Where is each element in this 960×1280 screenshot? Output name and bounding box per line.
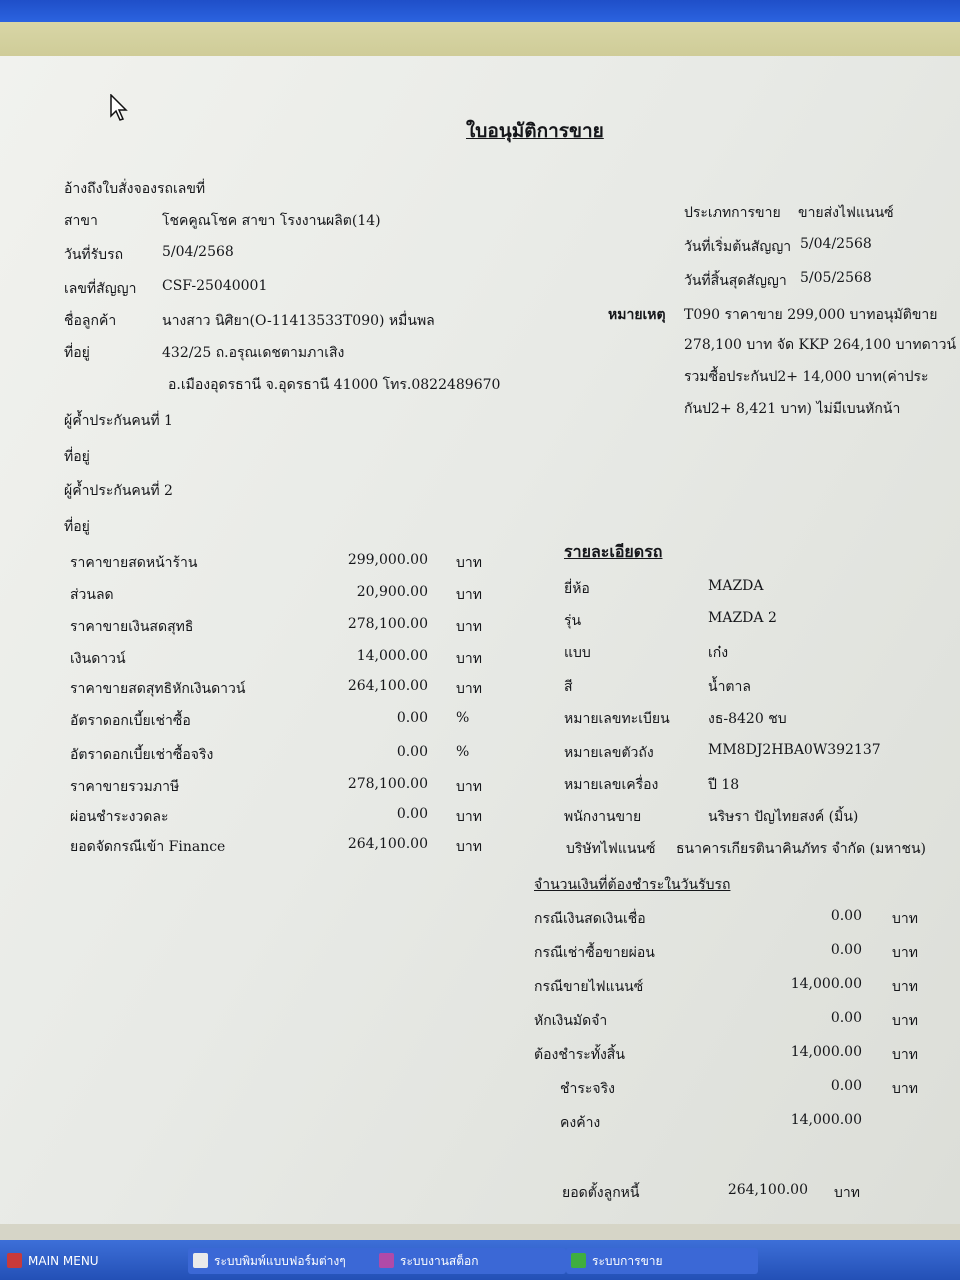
contract-end-label: วันที่สิ้นสุดสัญญา bbox=[684, 273, 787, 289]
remark-label: หมายเหตุ bbox=[608, 307, 666, 323]
price-row-amount: 0.00 bbox=[396, 710, 428, 726]
taskbar-print-forms[interactable] bbox=[188, 1248, 380, 1274]
price-row-amount: 299,000.00 bbox=[347, 552, 428, 568]
window-bottom-edge bbox=[0, 1224, 960, 1240]
price-row-unit: บาท bbox=[456, 779, 482, 795]
payment-heading: จำนวนเงินที่ต้องชำระในวันรับรถ bbox=[534, 877, 731, 893]
sale-type-label: ประเภทการขาย bbox=[684, 205, 781, 221]
debtor-total-label: ยอดตั้งลูกหนี้ bbox=[562, 1185, 640, 1201]
car-detail-value: MAZDA bbox=[708, 578, 764, 594]
address-line-2: อ.เมืองอุดรธานี จ.อุดรธานี 41000 โทร.0822489670 bbox=[168, 377, 501, 393]
contract-end-value: 5/05/2568 bbox=[800, 270, 872, 286]
car-detail-value: น้ำตาล bbox=[708, 679, 751, 695]
finance-company-label: บริษัทไฟแนนซ์ bbox=[566, 841, 656, 857]
payment-row-unit: บาท bbox=[892, 1047, 918, 1063]
taskbar-item-label: ระบบงานสต็อก bbox=[400, 1254, 479, 1268]
payment-row-unit: บาท bbox=[892, 979, 918, 995]
price-row-unit: บาท bbox=[456, 619, 482, 635]
print-form-icon bbox=[193, 1253, 208, 1268]
debtor-total-amount: 264,100.00 bbox=[727, 1182, 808, 1198]
payment-row-label: กรณีขายไฟแนนซ์ bbox=[534, 979, 644, 995]
car-detail-label: หมายเลขเครื่อง bbox=[564, 777, 659, 793]
payment-row-amount: 0.00 bbox=[830, 942, 862, 958]
sale-type-value: ขายส่งไฟแนนซ์ bbox=[798, 205, 894, 221]
car-details-heading: รายละเอียดรถ bbox=[564, 542, 663, 561]
sales-icon bbox=[571, 1253, 586, 1268]
payment-row-unit: บาท bbox=[892, 911, 918, 927]
price-row-unit: % bbox=[456, 744, 470, 760]
remark-line-1: T090 ราคาขาย 299,000 บาทอนุมัติขาย bbox=[684, 307, 938, 323]
price-row-label: ราคาขายรวมภาษี bbox=[70, 779, 180, 795]
taskbar bbox=[0, 1240, 960, 1280]
payment-row-unit: บาท bbox=[892, 945, 918, 961]
price-row-unit: บาท bbox=[456, 651, 482, 667]
customer-name-label: ชื่อลูกค้า bbox=[64, 313, 117, 329]
taskbar-stock-system[interactable] bbox=[374, 1248, 566, 1274]
price-row-label: ราคาขายสดสุทธิหักเงินดาวน์ bbox=[70, 681, 246, 697]
price-row-label: ส่วนลด bbox=[70, 587, 114, 603]
branch-value: โชคคูณโชค สาขา โรงงานผลิต(14) bbox=[162, 213, 381, 229]
price-row-label: ผ่อนชำระงวดละ bbox=[70, 809, 169, 825]
car-detail-value: นริษรา ปัญไทยสงค์ (มิ้น) bbox=[708, 809, 859, 825]
contract-start-value: 5/04/2568 bbox=[800, 236, 872, 252]
payment-row-amount: 14,000.00 bbox=[790, 1044, 862, 1060]
window-title-bar bbox=[0, 22, 960, 57]
payment-row-label: ชำระจริง bbox=[560, 1081, 615, 1097]
sales-approval-document bbox=[0, 56, 960, 1224]
price-row-amount: 14,000.00 bbox=[356, 648, 428, 664]
remark-line-2: 278,100 บาท จัด KKP 264,100 บาทดาวน์ bbox=[684, 337, 957, 353]
car-detail-value: MAZDA 2 bbox=[708, 610, 777, 626]
branch-label: สาขา bbox=[64, 213, 98, 229]
mouse-pointer-icon bbox=[110, 94, 130, 122]
price-row-label: เงินดาวน์ bbox=[70, 651, 126, 667]
payment-row-label: หักเงินมัดจำ bbox=[534, 1013, 608, 1029]
price-row-amount: 278,100.00 bbox=[347, 616, 428, 632]
payment-row-label: ต้องชำระทั้งสิ้น bbox=[534, 1047, 625, 1063]
car-detail-label: ยี่ห้อ bbox=[564, 581, 590, 597]
price-row-unit: บาท bbox=[456, 555, 482, 571]
contract-no-label: เลขที่สัญญา bbox=[64, 281, 137, 297]
taskbar-sales-system[interactable] bbox=[566, 1248, 758, 1274]
payment-row-label: กรณีเช่าซื้อขายผ่อน bbox=[534, 945, 655, 961]
car-detail-value: ปี 18 bbox=[708, 777, 740, 793]
payment-row-amount: 0.00 bbox=[830, 1078, 862, 1094]
price-row-amount: 20,900.00 bbox=[356, 584, 428, 600]
guarantor-2-address-label: ที่อยู่ bbox=[64, 519, 90, 535]
guarantor-1-address-label: ที่อยู่ bbox=[64, 449, 90, 465]
car-detail-label: หมายเลขทะเบียน bbox=[564, 711, 670, 727]
desktop-top-edge bbox=[0, 0, 960, 22]
payment-row-amount: 14,000.00 bbox=[790, 976, 862, 992]
car-detail-value: เก๋ง bbox=[708, 645, 729, 661]
price-row-amount: 0.00 bbox=[396, 744, 428, 760]
price-row-unit: บาท bbox=[456, 587, 482, 603]
payment-row-label: กรณีเงินสดเงินเชื่อ bbox=[534, 911, 646, 927]
price-row-amount: 264,100.00 bbox=[347, 678, 428, 694]
payment-row-amount: 0.00 bbox=[830, 908, 862, 924]
receive-date-value: 5/04/2568 bbox=[162, 244, 234, 260]
contract-start-label: วันที่เริ่มต้นสัญญา bbox=[684, 239, 792, 255]
taskbar-item-label: ระบบการขาย bbox=[592, 1254, 663, 1268]
price-row-label: อัตราดอกเบี้ยเช่าซื้อจริง bbox=[70, 747, 214, 763]
price-row-label: ยอดจัดกรณีเข้า Finance bbox=[70, 839, 226, 855]
address-line-1: 432/25 ถ.อรุณเดชตามภาเสิง bbox=[162, 345, 345, 361]
price-row-unit: บาท bbox=[456, 839, 482, 855]
car-detail-label: แบบ bbox=[564, 645, 591, 661]
car-detail-label: สี bbox=[564, 679, 573, 695]
remark-line-3: รวมซื้อประกันป2+ 14,000 บาท(ค่าประ bbox=[684, 369, 929, 385]
debtor-total-unit: บาท bbox=[834, 1185, 860, 1201]
remark-line-4: กันป2+ 8,421 บาท) ไม่มีเบนหักน้า bbox=[684, 401, 901, 417]
car-detail-value: งธ-8420 ชบ bbox=[708, 711, 787, 727]
payment-row-amount: 0.00 bbox=[830, 1010, 862, 1026]
price-row-amount: 0.00 bbox=[396, 806, 428, 822]
document-title: ใบอนุมัติการขาย bbox=[466, 120, 604, 142]
payment-row-amount: 14,000.00 bbox=[790, 1112, 862, 1128]
price-row-unit: บาท bbox=[456, 809, 482, 825]
taskbar-main-menu[interactable] bbox=[2, 1248, 178, 1274]
price-row-amount: 278,100.00 bbox=[347, 776, 428, 792]
guarantor-2-label: ผู้ค้ำประกันคนที่ 2 bbox=[64, 483, 173, 499]
car-detail-value: MM8DJ2HBA0W392137 bbox=[708, 742, 881, 758]
car-detail-label: รุ่น bbox=[564, 613, 582, 629]
car-detail-label: หมายเลขตัวถัง bbox=[564, 745, 654, 761]
payment-row-label: คงค้าง bbox=[560, 1115, 601, 1131]
price-row-label: ราคาขายสดหน้าร้าน bbox=[70, 555, 198, 571]
payment-row-unit: บาท bbox=[892, 1081, 918, 1097]
receive-date-label: วันที่รับรถ bbox=[64, 247, 124, 263]
payment-row-unit: บาท bbox=[892, 1013, 918, 1029]
price-row-amount: 264,100.00 bbox=[347, 836, 428, 852]
finance-company-value: ธนาคารเกียรตินาคินภัทร จำกัด (มหาชน) bbox=[676, 841, 926, 857]
price-row-unit: % bbox=[456, 710, 470, 726]
price-row-unit: บาท bbox=[456, 681, 482, 697]
taskbar-item-label: MAIN MENU bbox=[28, 1254, 99, 1268]
price-row-label: ราคาขายเงินสดสุทธิ bbox=[70, 619, 194, 635]
guarantor-1-label: ผู้ค้ำประกันคนที่ 1 bbox=[64, 413, 173, 429]
address-label: ที่อยู่ bbox=[64, 345, 90, 361]
taskbar-item-label: ระบบพิมพ์แบบฟอร์มต่างๆ bbox=[214, 1254, 346, 1268]
app-window-icon bbox=[7, 1253, 22, 1268]
price-row-label: อัตราดอกเบี้ยเช่าซื้อ bbox=[70, 713, 191, 729]
contract-no-value: CSF-25040001 bbox=[162, 278, 268, 294]
reference-label: อ้างถึงใบสั่งจองรถเลขที่ bbox=[64, 181, 206, 197]
customer-name-value: นางสาว นิศิยา(O-11413533T090) หมื่นพล bbox=[162, 313, 435, 329]
car-detail-label: พนักงานขาย bbox=[564, 809, 642, 825]
stock-icon bbox=[379, 1253, 394, 1268]
